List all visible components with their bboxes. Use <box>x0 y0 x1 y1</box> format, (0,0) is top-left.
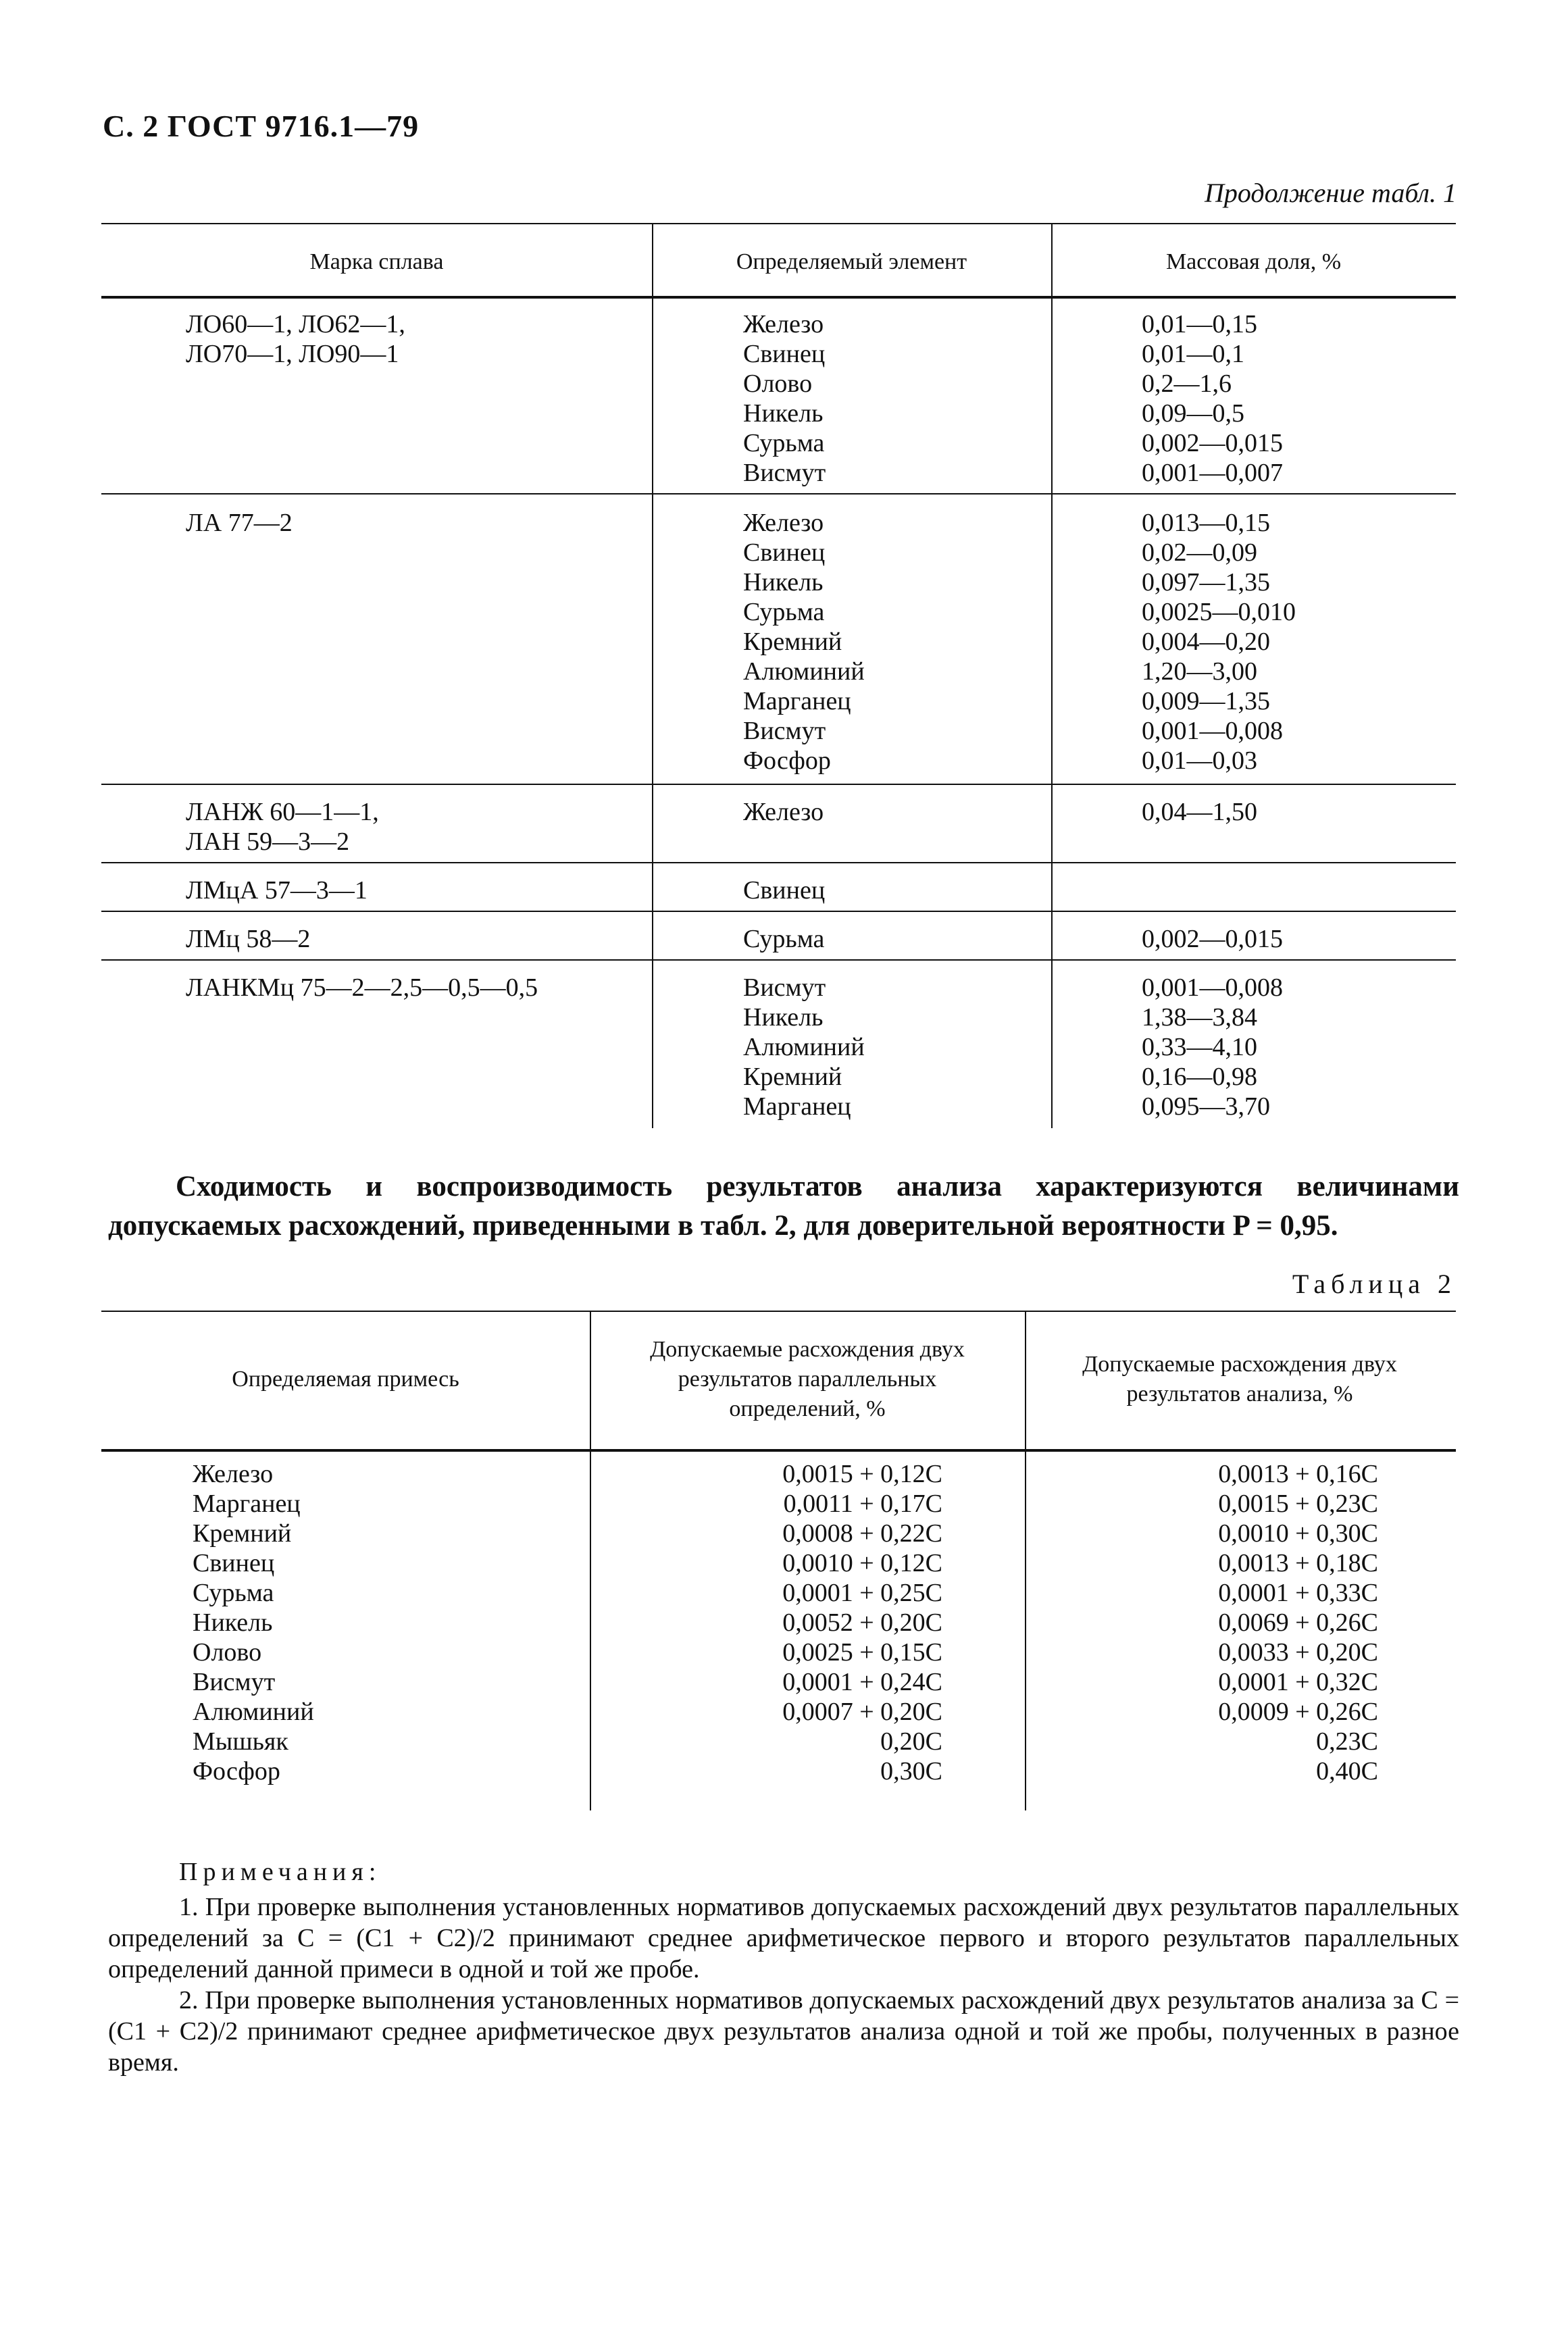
table1-col-mass-fraction: Массовая доля, % <box>1165 249 1342 274</box>
note-1: 1. При проверке выполнения установленных нормативов допускаемых расхождений двух результатов параллельных определений за C = (C1 + C2)/2 принимают среднее арифметическое первого и второго результатов параллельных определений данной примеси в одной и той же пробе. <box>108 1893 1459 1983</box>
table1-col-divider-1 <box>652 223 653 1128</box>
table2-impurity-cell: Железо Марганец Кремний Свинец Сурьма Никель Олово Висмут Алюминий Мышьяк Фосфор <box>193 1460 314 1785</box>
table2-analysis-cell: 0,0013 + 0,16C 0,0015 + 0,23C 0,0010 + 0,30C 0,0013 + 0,18C 0,0001 + 0,33C 0,0069 + 0,26C 0,0033 + 0,20C 0,0001 + 0,32C 0,0009 + 0,26C 0,23C 0,40C <box>1218 1460 1378 1785</box>
table1-alloy-cell: ЛМц 58—2 <box>186 925 311 953</box>
table1-alloy-cell: ЛАНЖ 60—1—1, ЛАН 59—3—2 <box>186 798 379 856</box>
body-paragraph: Сходимость и воспроизводимость результатов анализа характеризуются величинами допускаемых расхождений, приведенными в табл. 2, для доверительной вероятности P = 0,95. <box>108 1171 1459 1242</box>
table1-element-cell: Висмут Никель Алюминий Кремний Марганец <box>743 973 865 1121</box>
table1-element-cell: Железо Свинец Олово Никель Сурьма Висмут <box>743 310 826 487</box>
table1-top-rule <box>101 223 1456 224</box>
table1-element-cell: Железо <box>743 798 824 826</box>
table1-continuation: Продолжение табл. 1 <box>1204 178 1457 208</box>
table1-value-cell: 0,04—1,50 <box>1142 798 1257 826</box>
table1-value-cell: 0,001—0,008 1,38—3,84 0,33—4,10 0,16—0,98 0,095—3,70 <box>1142 973 1283 1121</box>
table1-group-separator <box>101 493 1456 494</box>
table1-element-cell: Свинец <box>743 876 826 905</box>
note-2: 2. При проверке выполнения установленных нормативов допускаемых расхождений двух результатов анализа за C = (C1 + C2)/2 принимают среднее арифметическое двух результатов анализа одной и той же пробы, полученных в разное время. <box>108 1986 1459 2077</box>
table2-col-impurity: Определяемая примесь <box>232 1367 459 1392</box>
table1-alloy-cell: ЛО60—1, ЛО62—1, ЛО70—1, ЛО90—1 <box>186 310 405 368</box>
table1-alloy-cell: ЛМцА 57—3—1 <box>186 876 368 905</box>
table1-group-separator <box>101 784 1456 785</box>
table2-col-divider-1 <box>590 1311 591 1810</box>
table1-element-cell: Железо Свинец Никель Сурьма Кремний Алюминий Марганец Висмут Фосфор <box>743 509 865 775</box>
table1-value-cell: 0,013—0,15 0,02—0,09 0,097—1,35 0,0025—0,010 0,004—0,20 1,20—3,00 0,009—1,35 0,001—0,008 0,01—0,03 <box>1142 509 1296 775</box>
table1-value-cell: 0,002—0,015 <box>1142 925 1283 953</box>
table1-col-divider-2 <box>1051 223 1053 1128</box>
table2-col-parallel: Допускаемые расхождения двух результатов параллельных определений, % <box>650 1337 965 1421</box>
table1-element-cell: Сурьма <box>743 925 825 953</box>
table2-top-rule <box>101 1311 1456 1312</box>
table2-col-divider-2 <box>1025 1311 1026 1810</box>
table2-header-rule <box>101 1449 1456 1452</box>
table1-alloy-cell: ЛА 77—2 <box>186 509 293 537</box>
table1-alloy-cell: ЛАНКМц 75—2—2,5—0,5—0,5 <box>186 973 538 1002</box>
table2-caption: Таблица 2 <box>1292 1269 1457 1299</box>
table1-group-separator <box>101 862 1456 863</box>
table1-value-cell: 0,01—0,15 0,01—0,1 0,2—1,6 0,09—0,5 0,002—0,015 0,001—0,007 <box>1142 310 1283 487</box>
table2-parallel-cell: 0,0015 + 0,12C 0,0011 + 0,17C 0,0008 + 0,22C 0,0010 + 0,12C 0,0001 + 0,25C 0,0052 + 0,20C 0,0025 + 0,15C 0,0001 + 0,24C 0,0007 + 0,20C 0,20C 0,30C <box>782 1460 942 1785</box>
table2-col-analysis: Допускаемые расхождения двух результатов анализа, % <box>1082 1352 1397 1406</box>
notes-title: Примечания: <box>179 1858 382 1886</box>
table1-group-separator <box>101 911 1456 912</box>
table1-group-separator <box>101 959 1456 961</box>
table1-col-element: Определяемый элемент <box>736 249 967 274</box>
page-header: С. 2 ГОСТ 9716.1—79 <box>103 109 420 143</box>
table1-header-rule <box>101 296 1456 299</box>
table1-col-alloy: Марка сплава <box>309 249 444 274</box>
